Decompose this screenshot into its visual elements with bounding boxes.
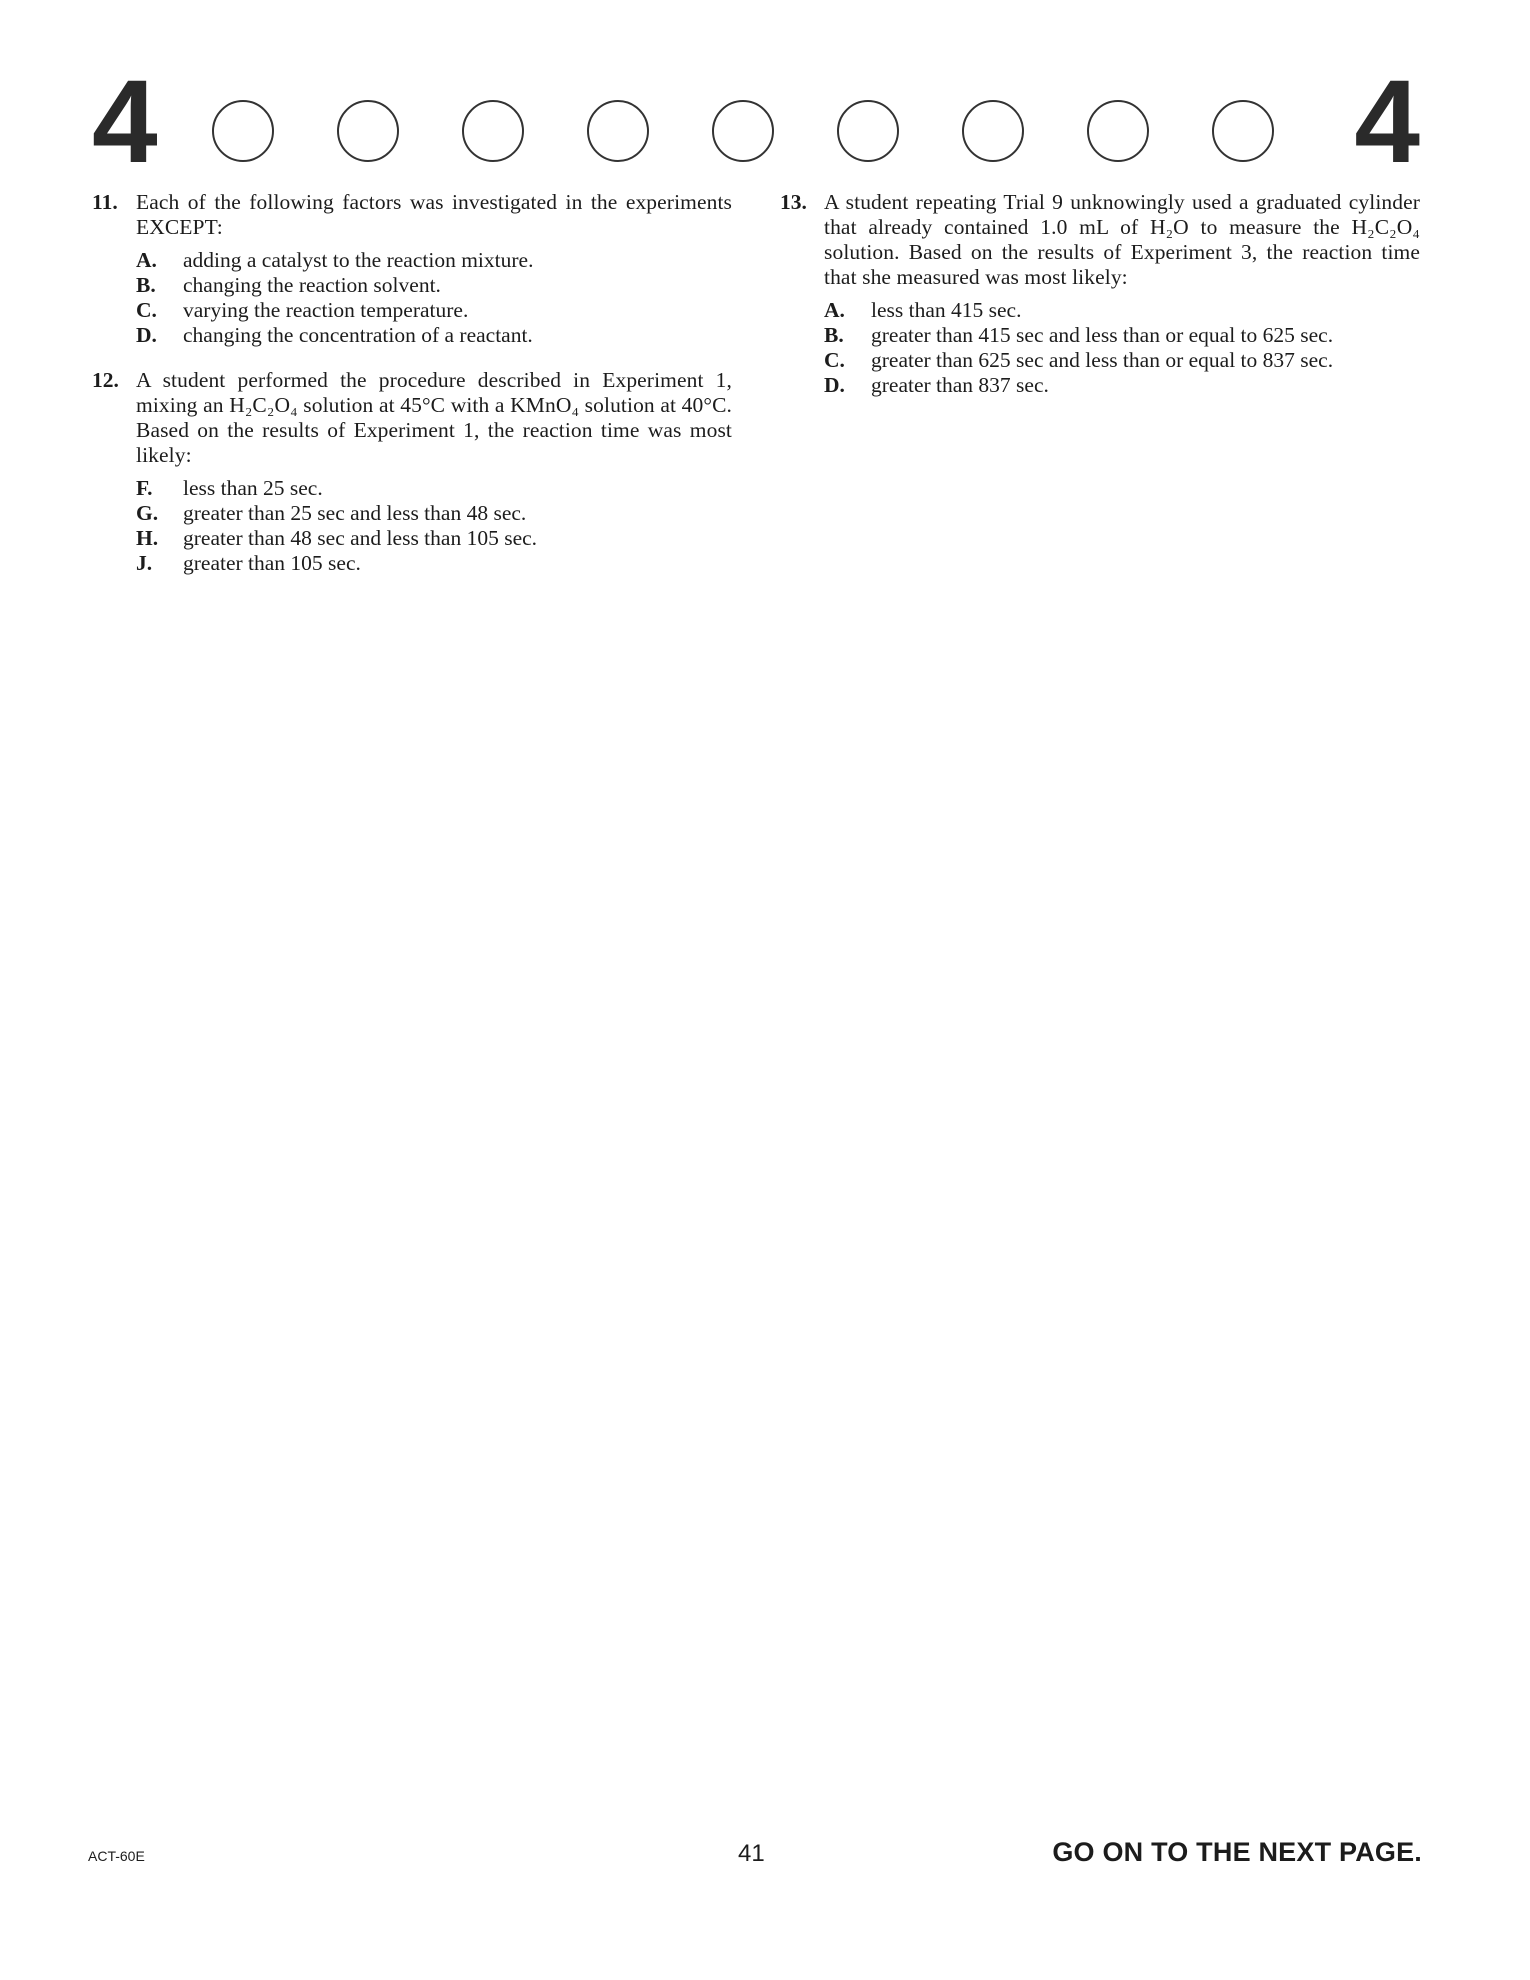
option-text: greater than 415 sec and less than or equal to 625 sec. bbox=[871, 323, 1334, 347]
option-text: changing the concentration of a reactant. bbox=[183, 323, 533, 347]
decorative-circle-icon bbox=[837, 100, 899, 162]
option-letter: D. bbox=[136, 323, 157, 347]
section-number-right: 4 bbox=[1354, 56, 1420, 188]
answer-option-d[interactable] bbox=[824, 373, 1420, 398]
option-text: less than 25 sec. bbox=[183, 476, 323, 500]
option-text: greater than 837 sec. bbox=[871, 373, 1049, 397]
decorative-circle-icon bbox=[712, 100, 774, 162]
decorative-circle-icon bbox=[337, 100, 399, 162]
option-letter: H. bbox=[136, 526, 159, 550]
decorative-circle-icon bbox=[1212, 100, 1274, 162]
question-12 bbox=[92, 368, 732, 576]
option-letter: A. bbox=[136, 248, 157, 272]
question-11-header bbox=[92, 190, 732, 240]
answer-option-b[interactable] bbox=[136, 273, 732, 298]
page-number: 41 bbox=[738, 1840, 765, 1867]
option-letter: B. bbox=[136, 273, 156, 297]
decorative-circle-icon bbox=[587, 100, 649, 162]
form-code: ACT-60E bbox=[88, 1848, 145, 1864]
answer-options bbox=[92, 476, 732, 576]
left-column bbox=[92, 190, 732, 596]
answer-option-a[interactable] bbox=[824, 298, 1420, 323]
option-letter: J. bbox=[136, 551, 153, 575]
question-13 bbox=[780, 190, 1420, 398]
option-letter: G. bbox=[136, 501, 159, 525]
option-text: greater than 625 sec and less than or equal to 837 sec. bbox=[871, 348, 1334, 372]
answer-option-g[interactable] bbox=[136, 501, 732, 526]
decorative-circle-icon bbox=[462, 100, 524, 162]
question-12-header bbox=[92, 368, 732, 468]
decorative-circle-icon bbox=[1087, 100, 1149, 162]
option-text: varying the reaction temperature. bbox=[183, 298, 469, 322]
section-header bbox=[92, 56, 1420, 188]
option-letter: C. bbox=[136, 298, 157, 322]
answer-options bbox=[92, 248, 732, 348]
option-letter: D. bbox=[824, 373, 845, 397]
question-stem: Each of the following factors was investigated in the experiments EXCEPT: bbox=[136, 190, 732, 239]
option-letter: A. bbox=[824, 298, 845, 322]
question-13-header bbox=[780, 190, 1420, 290]
question-11 bbox=[92, 190, 732, 348]
decorative-circle-icon bbox=[212, 100, 274, 162]
option-text: less than 415 sec. bbox=[871, 298, 1022, 322]
question-number: 12. bbox=[92, 368, 119, 392]
question-stem: A student performed the procedure described in Experiment 1, mixing an H₂C₂O₄ solution at 45°C with a KMnO₄ solution at 40°C. Based on the results of Experiment 1, the reaction time was most likely: bbox=[136, 368, 732, 467]
question-number: 11. bbox=[92, 190, 118, 214]
option-text: greater than 25 sec and less than 48 sec. bbox=[183, 501, 527, 525]
section-number-left: 4 bbox=[92, 56, 158, 188]
answer-option-c[interactable] bbox=[824, 348, 1420, 373]
option-letter: C. bbox=[824, 348, 845, 372]
answer-option-h[interactable] bbox=[136, 526, 732, 551]
answer-option-d[interactable] bbox=[136, 323, 732, 348]
question-stem: A student repeating Trial 9 unknowingly used a graduated cylinder that already contained 1.0 mL of H₂O to measure the H₂C₂O₄ solution. Based on the results of Experiment 3, the reaction time that she measured was most likely: bbox=[824, 190, 1420, 289]
option-text: greater than 48 sec and less than 105 sec. bbox=[183, 526, 538, 550]
answer-option-f[interactable] bbox=[136, 476, 732, 501]
option-letter: B. bbox=[824, 323, 844, 347]
option-letter: F. bbox=[136, 476, 153, 500]
option-text: adding a catalyst to the reaction mixture. bbox=[183, 248, 534, 272]
right-column bbox=[780, 190, 1420, 418]
answer-option-j[interactable] bbox=[136, 551, 732, 576]
question-number: 13. bbox=[780, 190, 807, 214]
option-text: greater than 105 sec. bbox=[183, 551, 361, 575]
option-text: changing the reaction solvent. bbox=[183, 273, 441, 297]
answer-option-a[interactable] bbox=[136, 248, 732, 273]
answer-options bbox=[780, 298, 1420, 398]
answer-option-c[interactable] bbox=[136, 298, 732, 323]
next-page-notice: GO ON TO THE NEXT PAGE. bbox=[1052, 1837, 1422, 1867]
decorative-circle-icon bbox=[962, 100, 1024, 162]
answer-option-b[interactable] bbox=[824, 323, 1420, 348]
